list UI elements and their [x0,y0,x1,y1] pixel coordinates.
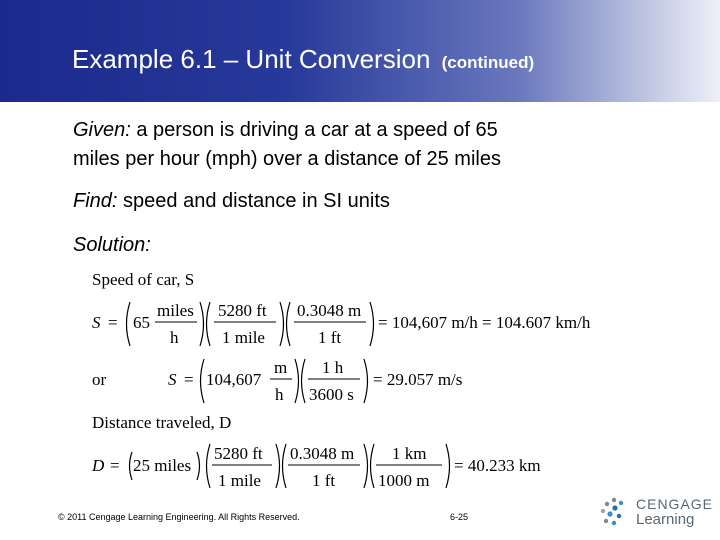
equals-sign: = [110,456,120,475]
paren-left [127,302,131,346]
paren-right [446,444,450,488]
find-label: Find: [73,190,118,212]
paren-left [207,444,211,488]
paren-right [364,359,368,403]
paren-left [201,359,205,403]
given-label: Given: [73,119,131,141]
unit-h: h [275,385,284,404]
paren-left [207,302,211,346]
solution-label: Solution: [73,234,151,256]
value-65: 65 [133,313,150,332]
value-1ft: 1 ft [318,328,342,347]
var-S: S [92,313,101,332]
value-25miles: 25 miles [133,456,192,475]
distance-heading: Distance traveled, D [92,413,232,432]
unit-miles: miles [157,301,194,320]
paren-right [197,452,200,480]
value-03048m: 0.3048 m [297,301,362,320]
paren-left [287,302,291,346]
equals-sign: = [108,313,118,332]
unit-h: h [170,328,179,347]
given-text-1: a person is driving a car at a speed of 65 [130,119,498,141]
value-5280ft: 5280 ft [214,444,263,463]
value-1km: 1 km [392,444,427,463]
logo-text-cengage: CENGAGE [636,496,714,512]
paren-right [276,444,280,488]
value-1h: 1 h [322,358,344,377]
paren-right [370,302,374,346]
page-number: 6-25 [450,512,469,522]
title-sub: (continued) [441,53,535,72]
logo-text-learning: Learning [636,511,695,528]
value-3600s: 3600 s [309,385,354,404]
speed-heading: Speed of car, S [92,270,195,289]
result-speed-ms: = 29.057 m/s [373,370,463,389]
or-label: or [92,370,107,389]
value-1ft: 1 ft [312,471,336,490]
paren-left [130,452,133,480]
paren-right [280,302,284,346]
result-distance: = 40.233 km [454,456,541,475]
result-speed: = 104,607 m/h = 104.607 km/h [378,313,591,332]
given-line-2: miles per hour (mph) over a distance of 25 miles [73,148,501,170]
paren-left [302,359,306,403]
paren-right [200,302,204,346]
footer-copyright: © 2011 Cengage Learning Engineering. All Rights Reserved. [58,512,300,522]
paren-right [364,444,368,488]
cengage-dots-icon [598,496,634,528]
equals-sign: = [184,370,194,389]
var-S: S [168,370,177,389]
value-104607: 104,607 [206,370,262,389]
value-1mile: 1 mile [222,328,265,347]
var-D: D [92,456,105,475]
value-1000m: 1000 m [378,471,430,490]
unit-m: m [274,358,288,377]
paren-right [295,359,299,403]
value-03048m: 0.3048 m [290,444,355,463]
paren-left [371,444,375,488]
cengage-logo [596,494,716,530]
title-main: Example 6.1 – Unit Conversion [72,44,431,74]
value-5280ft: 5280 ft [218,301,267,320]
find-text: speed and distance in SI units [117,190,390,212]
value-1mile: 1 mile [218,471,261,490]
paren-left [283,444,287,488]
